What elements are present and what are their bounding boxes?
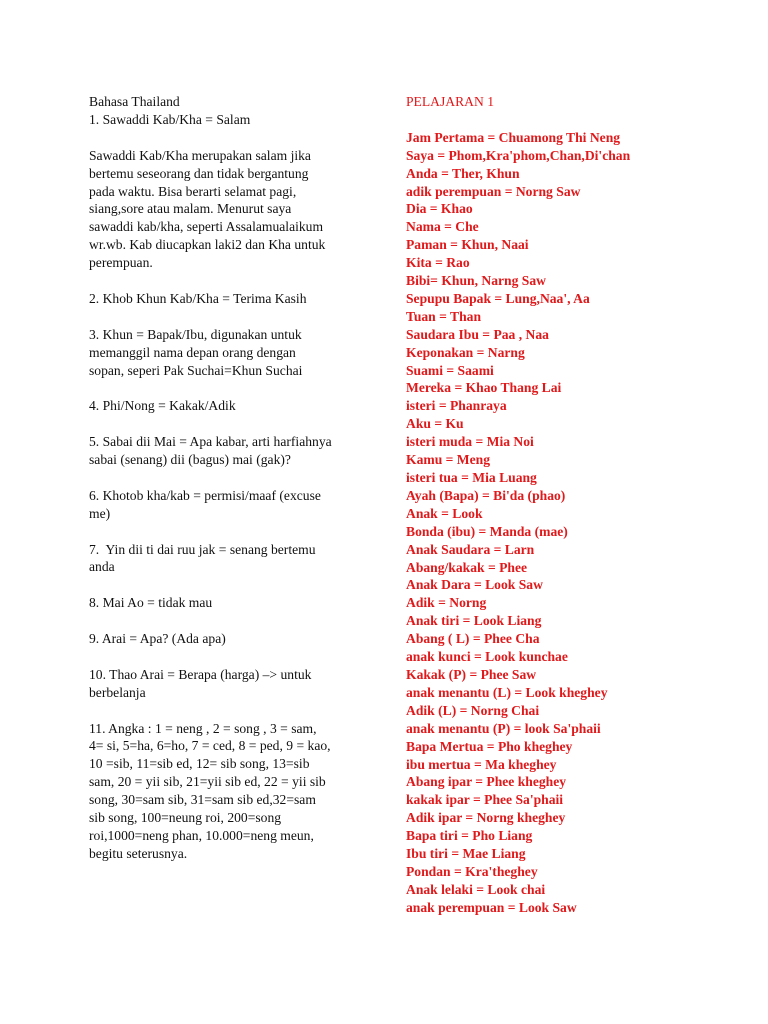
vocabulary-item: Saya = Phom,Kra'phom,Chan,Di'chan (406, 147, 631, 163)
vocabulary-item: Adik (L) = Norng Chai (406, 702, 540, 718)
item-4-phi-nong: 4. Phi/Nong = Kakak/Adik (89, 398, 236, 414)
item-3-khun: 3. Khun = Bapak/Ibu, digunakan untuk memanggil nama depan orang dengan sopan, seperi Pak Suchai=Khun Suchai (89, 326, 303, 378)
vocabulary-item: Kita = Rao (406, 255, 470, 271)
vocabulary-item: Aku = Ku (406, 416, 464, 432)
vocabulary-item: Anak Saudara = Larn (406, 541, 535, 557)
right-column (406, 93, 746, 917)
vocabulary-item: Anak lelaki = Look chai (406, 881, 546, 897)
item-9-arai: 9. Arai = Apa? (Ada apa) (89, 631, 226, 647)
item-10-thao-arai: 10. Thao Arai = Berapa (harga) –> untuk berbelanja (89, 666, 312, 700)
vocabulary-item: Bapa Mertua = Pho kheghey (406, 738, 573, 754)
vocabulary-item: isteri = Phanraya (406, 398, 507, 414)
vocabulary-item: Suami = Saami (406, 362, 494, 378)
vocabulary-item: anak menantu (L) = Look kheghey (406, 684, 608, 700)
vocabulary-item: Bonda (ibu) = Manda (mae) (406, 523, 568, 539)
vocabulary-item: anak menantu (P) = look Sa'phaii (406, 720, 601, 736)
left-column (89, 93, 379, 881)
paragraph-sawaddi-explanation: Sawaddi Kab/Kha merupakan salam jika bertemu seseorang dan tidak bergantung pada waktu. Bisa berarti selamat pagi, siang,sore atau malam. Menurut saya sawaddi kab/kha, seperti Assalamualaikum wr.wb. Kab diucapkan laki2 dan Kha untuk perempuan. (89, 147, 326, 271)
vocabulary-item: Anda = Ther, Khun (406, 165, 520, 181)
vocabulary-item: ibu mertua = Ma kheghey (406, 756, 557, 772)
vocabulary-item: anak perempuan = Look Saw (406, 899, 577, 915)
vocabulary-item: Tuan = Than (406, 308, 482, 324)
vocabulary-item: Nama = Che (406, 219, 479, 235)
document-title: Bahasa Thailand (89, 94, 180, 109)
vocabulary-item: Paman = Khun, Naai (406, 237, 529, 253)
vocabulary-item: Pondan = Kra'theghey (406, 863, 538, 879)
vocabulary-item: kakak ipar = Phee Sa'phaii (406, 792, 564, 808)
vocabulary-item: Kakak (P) = Phee Saw (406, 666, 537, 682)
vocabulary-item: Abang ( L) = Phee Cha (406, 631, 540, 647)
vocabulary-item: Mereka = Khao Thang Lai (406, 380, 562, 396)
vocabulary-item: anak kunci = Look kunchae (406, 649, 568, 665)
vocabulary-item: Jam Pertama = Chuamong Thi Neng (406, 129, 621, 145)
item-6-khotob: 6. Khotob kha/kab = permisi/maaf (excuse me) (89, 487, 321, 521)
item-5-sabai-dii-mai: 5. Sabai dii Mai = Apa kabar, arti harfiahnya sabai (senang) dii (bagus) mai (gak)? (89, 434, 332, 468)
item-1-sawaddi: 1. Sawaddi Kab/Kha = Salam (89, 111, 251, 127)
vocabulary-item: Adik = Norng (406, 595, 487, 611)
item-8-mai-ao: 8. Mai Ao = tidak mau (89, 595, 213, 611)
vocabulary-item: Abang ipar = Phee kheghey (406, 774, 567, 790)
vocabulary-item: adik perempuan = Norng Saw (406, 183, 581, 199)
lesson-heading: PELAJARAN 1 (406, 94, 494, 109)
vocabulary-item: Dia = Khao (406, 201, 473, 217)
vocabulary-item: Bibi= Khun, Narng Saw (406, 273, 546, 289)
vocabulary-item: Keponakan = Narng (406, 344, 525, 360)
vocabulary-item: Ibu tiri = Mae Liang (406, 846, 526, 862)
vocabulary-list (406, 129, 746, 917)
vocabulary-item: Anak tiri = Look Liang (406, 613, 542, 629)
vocabulary-item: isteri muda = Mia Noi (406, 434, 534, 450)
vocabulary-item: isteri tua = Mia Luang (406, 470, 537, 486)
item-7-yin-dii: 7. Yin dii ti dai ruu jak = senang bertemu anda (89, 541, 316, 575)
vocabulary-item: Saudara Ibu = Paa , Naa (406, 326, 549, 342)
item-11-angka: 11. Angka : 1 = neng , 2 = song , 3 = sam, 4= si, 5=ha, 6=ho, 7 = ced, 8 = ped, 9 = kao, 10 =sib, 11=sib ed, 12= sib song, 13=sib sam, 20 = yii sib, 21=yii sib ed, 22 = yii sib song, 30=sam sib, 31=sam sib ed,32=sam sib song, 100=neung roi, 200=song roi,1000=neng phan, 10.000=neng meun, begitu seterusnya. (89, 720, 331, 861)
vocabulary-item: Ayah (Bapa) = Bi'da (phao) (406, 487, 566, 503)
item-2-khob-khun: 2. Khob Khun Kab/Kha = Terima Kasih (89, 290, 307, 306)
vocabulary-item: Anak = Look (406, 505, 483, 521)
vocabulary-item: Bapa tiri = Pho Liang (406, 828, 533, 844)
vocabulary-item: Anak Dara = Look Saw (406, 577, 543, 593)
vocabulary-item: Sepupu Bapak = Lung,Naa', Aa (406, 290, 590, 306)
vocabulary-item: Adik ipar = Norng kheghey (406, 810, 566, 826)
vocabulary-item: Abang/kakak = Phee (406, 559, 528, 575)
vocabulary-item: Kamu = Meng (406, 452, 491, 468)
